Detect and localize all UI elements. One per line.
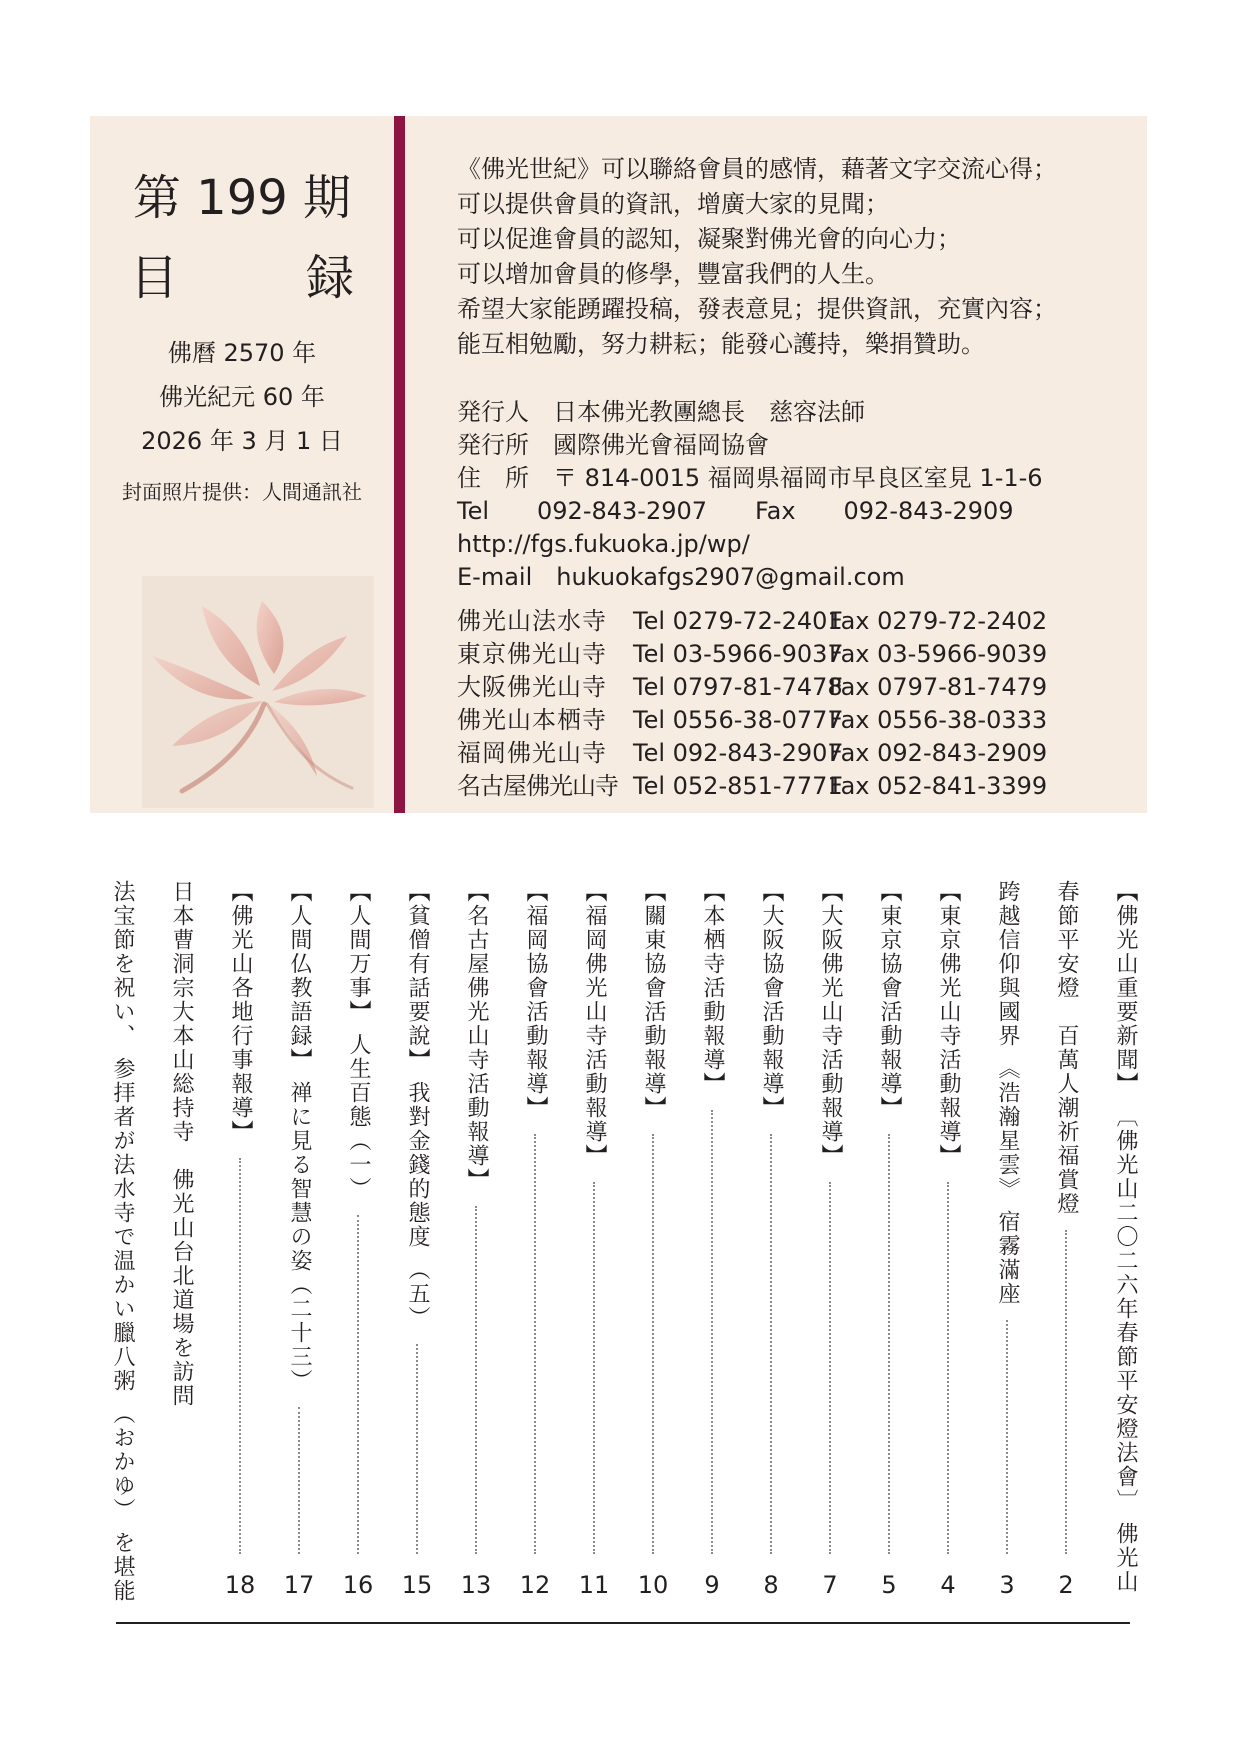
temple-row	[457, 704, 1097, 737]
intro-line: 希望大家能踴躍投稿，發表意見；提供資訊，充實內容；	[457, 295, 1057, 323]
temple-name: 大阪佛光山寺	[457, 673, 607, 701]
toc-page-number: 7	[822, 1571, 838, 1599]
temple-tel: Tel 03-5966-9037	[633, 640, 843, 668]
temple-name: 佛光山法水寺	[457, 607, 607, 635]
issue-date: 2026 年 3 月 1 日	[141, 427, 343, 455]
toc-entry[interactable]	[520, 880, 550, 1600]
toc-entry[interactable]	[107, 880, 137, 1603]
toc-title: 【人間仏教語録】 禅に見る智慧の姿（二十三）	[287, 880, 312, 1393]
issue-number: 第 199 期	[132, 170, 352, 226]
toc-entry[interactable]	[1110, 880, 1140, 1600]
toc-page-number: 13	[460, 1571, 492, 1599]
toc-dot-leader	[1065, 1230, 1067, 1554]
temple-tel: Tel 092-843-2907	[633, 739, 843, 767]
toc-entry[interactable]	[815, 880, 845, 1600]
toc-page-number: 2	[1058, 1571, 1074, 1599]
toc-title: 【本栖寺活動報導】	[700, 880, 725, 1096]
temple-fax: Fax 052-841-3399	[829, 772, 1048, 800]
toc-page-number: 16	[342, 1571, 374, 1599]
toc-title: 【貧僧有話要說】 我對金錢的態度 （五）	[405, 880, 430, 1330]
temple-fax: Fax 03-5966-9039	[829, 640, 1048, 668]
publisher-line: 発行人 日本佛光教團總長 慈容法師	[457, 398, 865, 426]
publisher-line: 住 所 〒 814-0015 福岡県福岡市早良区室見 1-1-6	[457, 464, 1043, 492]
toc-title: 【大阪協會活動報導】	[759, 880, 784, 1120]
accent-divider	[394, 116, 405, 813]
toc-page-number: 10	[637, 1571, 669, 1599]
toc-title: 春節平安燈 百萬人潮祈福賞燈	[1054, 880, 1079, 1216]
temple-tel: Tel 052-851-7771	[633, 772, 843, 800]
toc-page-number: 9	[704, 1571, 720, 1599]
toc-entry[interactable]	[284, 880, 314, 1600]
temple-directory	[457, 605, 1097, 803]
buddhist-year: 佛曆 2570 年	[167, 339, 317, 367]
toc-dot-leader	[357, 1215, 359, 1554]
toc-page-number: 4	[940, 1571, 956, 1599]
intro-line: 可以提供會員的資訊，增廣大家的見聞；	[457, 190, 889, 218]
toc-dot-leader	[829, 1182, 831, 1554]
toc-entry[interactable]	[992, 880, 1022, 1600]
toc-entry[interactable]	[343, 880, 373, 1600]
temple-name: 名古屋佛光山寺	[457, 772, 618, 800]
toc-dot-leader	[888, 1134, 890, 1554]
toc-dot-leader	[416, 1344, 418, 1554]
temple-tel: Tel 0556-38-0777	[633, 706, 843, 734]
toc-title: 法宝節を祝い、 参拝者が法水寺で温かい臘八粥 （おかゆ） を堪能	[110, 880, 135, 1603]
temple-fax: Fax 092-843-2909	[829, 739, 1048, 767]
toc-dot-leader	[534, 1134, 536, 1554]
intro-line: 可以促進會員的認知，凝聚對佛光會的向心力；	[457, 225, 961, 253]
toc-page-number: 11	[578, 1571, 610, 1599]
toc-dot-leader	[770, 1134, 772, 1554]
toc-title: 【關東協會活動報導】	[641, 880, 666, 1120]
toc-title: 【東京佛光山寺活動報導】	[936, 880, 961, 1168]
toc-entry[interactable]	[638, 880, 668, 1600]
toc-dot-leader	[652, 1134, 654, 1554]
temple-fax: Fax 0279-72-2402	[829, 607, 1048, 635]
toc-dot-leader	[711, 1110, 713, 1554]
toc-title: 【佛光山重要新聞】 〔佛光山二〇二六年春節平安燈法會〕 佛光山	[1113, 880, 1138, 1594]
toc-entry[interactable]	[166, 880, 196, 1600]
toc-entry[interactable]	[579, 880, 609, 1600]
toc-entry[interactable]	[874, 880, 904, 1600]
toc-title: 【東京協會活動報導】	[877, 880, 902, 1120]
toc-title: 跨越信仰與國界 《浩瀚星雲》 宿霧滿座	[995, 880, 1020, 1306]
lotus-illustration	[142, 576, 374, 808]
toc-dot-leader	[947, 1182, 949, 1554]
cover-credit: 封面照片提供：人間通訊社	[122, 480, 362, 504]
temple-row	[457, 605, 1097, 638]
toc-dot-leader	[475, 1206, 477, 1554]
bottom-rule	[116, 1622, 1130, 1624]
temple-tel: Tel 0797-81-7478	[633, 673, 843, 701]
temple-tel: Tel 0279-72-2401	[633, 607, 843, 635]
toc-dot-leader	[1006, 1320, 1008, 1554]
toc-title: 日本曹洞宗大本山総持寺 佛光山台北道場を訪問	[169, 880, 194, 1408]
toc-entry[interactable]	[697, 880, 727, 1600]
publisher-line: 発行所 國際佛光會福岡協會	[457, 431, 769, 459]
toc-title: 【福岡佛光山寺活動報導】	[582, 880, 607, 1168]
toc-title: 【佛光山各地行事報導】	[228, 880, 253, 1144]
toc-title: 【人間万事】 人生百態（一）	[346, 880, 371, 1201]
toc-entry[interactable]	[402, 880, 432, 1600]
mission-statement	[457, 152, 1097, 362]
temple-name: 福岡佛光山寺	[457, 739, 607, 767]
toc-dot-leader	[298, 1407, 300, 1554]
temple-row	[457, 671, 1097, 704]
toc-title: 【大阪佛光山寺活動報導】	[818, 880, 843, 1168]
toc-page-number: 18	[224, 1571, 256, 1599]
temple-name: 東京佛光山寺	[457, 640, 607, 668]
toc-dot-leader	[239, 1158, 241, 1554]
toc-entry[interactable]	[1051, 880, 1081, 1600]
email-link[interactable]: E-mail hukuokafgs2907@gmail.com	[457, 563, 905, 591]
toc-entry[interactable]	[461, 880, 491, 1600]
toc-page-number: 3	[999, 1571, 1015, 1599]
temple-fax: Fax 0797-81-7479	[829, 673, 1048, 701]
website-link[interactable]: http://fgs.fukuoka.jp/wp/	[457, 530, 750, 558]
toc-page-number: 12	[519, 1571, 551, 1599]
temple-fax: Fax 0556-38-0333	[829, 706, 1048, 734]
temple-name: 佛光山本栖寺	[457, 706, 607, 734]
lotus-icon	[142, 576, 374, 808]
intro-line: 可以增加會員的修學，豐富我們的人生。	[457, 260, 889, 288]
temple-row	[457, 737, 1097, 770]
intro-line: 能互相勉勵，努力耕耘；能發心護持，樂捐贊助。	[457, 330, 985, 358]
toc-dot-leader	[593, 1182, 595, 1554]
publisher-info	[457, 396, 1097, 594]
toc-heading: 目 録	[130, 250, 395, 306]
toc-page-number: 8	[763, 1571, 779, 1599]
toc-page-number: 17	[283, 1571, 315, 1599]
toc-title: 【福岡協會活動報導】	[523, 880, 548, 1120]
toc-entry[interactable]	[225, 880, 255, 1600]
toc-page-number: 15	[401, 1571, 433, 1599]
publisher-line: Tel 092-843-2907 Fax 092-843-2909	[457, 497, 1014, 525]
intro-line: 《佛光世紀》可以聯絡會員的感情，藉著文字交流心得；	[457, 155, 1057, 183]
toc-entry[interactable]	[933, 880, 963, 1600]
temple-row	[457, 770, 1097, 803]
fgs-year: 佛光紀元 60 年	[159, 383, 325, 411]
toc-title: 【名古屋佛光山寺活動報導】	[464, 880, 489, 1192]
toc-page-number: 5	[881, 1571, 897, 1599]
toc-entry[interactable]	[756, 880, 786, 1600]
temple-row	[457, 638, 1097, 671]
